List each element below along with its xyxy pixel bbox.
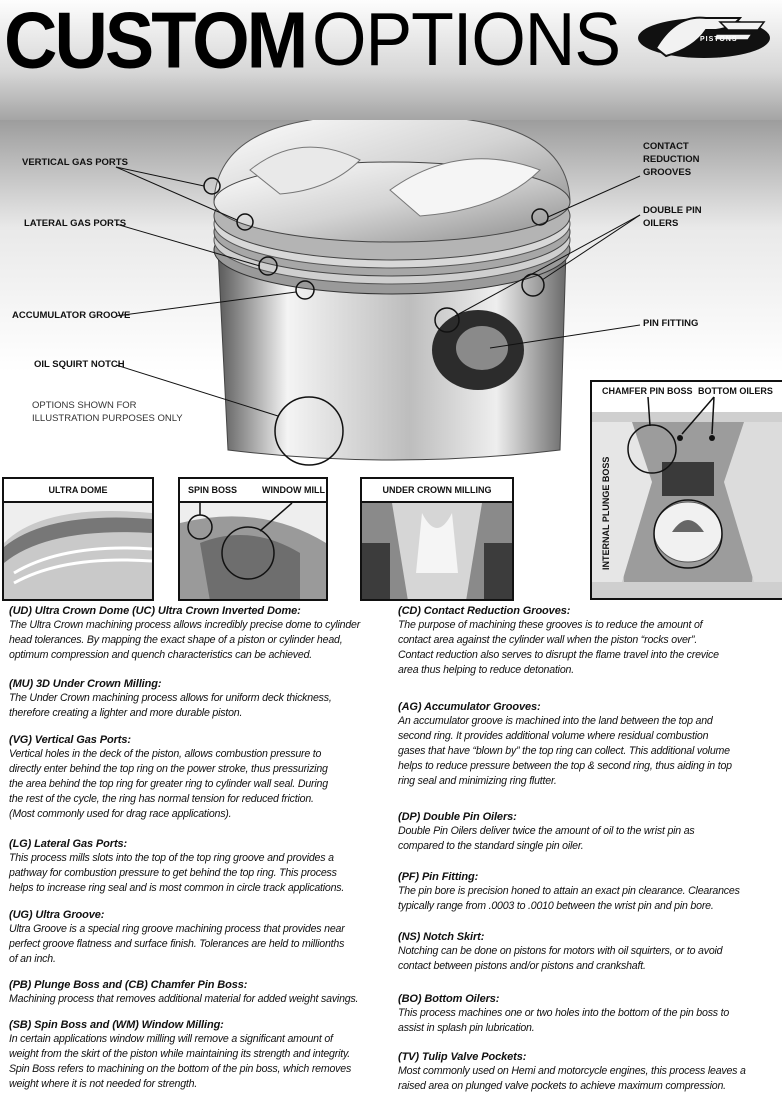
item-title: (VG) Vertical Gas Ports: bbox=[9, 734, 131, 746]
item-line: The purpose of machining these grooves is to reduce the amount of bbox=[398, 619, 703, 631]
item-title: (NS) Notch Skirt: bbox=[398, 931, 485, 943]
ultra-dome-graphic bbox=[4, 503, 152, 601]
item-title: (SB) Spin Boss and (WM) Window Milling: bbox=[9, 1019, 224, 1031]
item-bottom-oilers bbox=[398, 992, 776, 1050]
thumb-window-mill-label: WINDOW MILL bbox=[262, 485, 325, 495]
inset-chamfer-pin-boss-label: CHAMFER PIN BOSS bbox=[602, 386, 693, 396]
callout-accumulator-groove: ACCUMULATOR GROOVE bbox=[12, 310, 131, 321]
item-line: Machining process that removes additional material for added weight savings. bbox=[9, 993, 359, 1005]
item-line: directly enter behind the top ring on the power stroke, thus pressurizing bbox=[9, 763, 328, 776]
title-custom: CUSTOM bbox=[4, 0, 306, 85]
thumb-ultra-dome bbox=[2, 477, 154, 601]
internal-plunge-boss-label: INTERNAL PLUNGE BOSS bbox=[601, 456, 611, 570]
item-line: This process machines one or two holes into the bottom of the pin boss to bbox=[398, 1007, 730, 1019]
title-options: OPTIONS bbox=[312, 0, 621, 82]
item-line: The Ultra Crown machining process allows incredibly precise dome to cylinder bbox=[9, 619, 361, 631]
item-line: second ring. It provides additional volume where residual combustion bbox=[398, 730, 709, 743]
item-ultra-crown bbox=[9, 604, 389, 677]
thumb-under-crown-caption: UNDER CROWN MILLING bbox=[362, 479, 512, 503]
item-vertical-gas-ports bbox=[9, 733, 389, 837]
item-title: (AG) Accumulator Grooves: bbox=[398, 701, 541, 713]
item-line: optimum compression and quench characteristics can be achieved. bbox=[9, 649, 313, 662]
item-line: contact area against the cylinder wall when the piston “rocks over”. bbox=[398, 634, 698, 647]
item-line: Spin Boss refers to machining on the bottom of the pin boss, which removes bbox=[9, 1063, 352, 1076]
item-notch-skirt bbox=[398, 930, 776, 992]
item-contact-reduction bbox=[398, 604, 776, 700]
item-line: weight from the skirt of the piston while maintaining its strength and integrity. bbox=[9, 1048, 351, 1061]
logo-pistons-text: PISTONS bbox=[700, 36, 738, 43]
item-title: (BO) Bottom Oilers: bbox=[398, 993, 500, 1005]
item-double-pin-oilers bbox=[398, 810, 776, 870]
thumb-spin-boss-label: SPIN BOSS bbox=[188, 485, 238, 495]
item-line: ring seal and minimizing ring flutter. bbox=[398, 775, 557, 788]
thumb-under-crown-milling bbox=[360, 477, 514, 601]
item-title: (LG) Lateral Gas Ports: bbox=[9, 838, 128, 850]
item-line: contact between pistons and/or pistons and crankshaft. bbox=[398, 960, 646, 973]
item-line: An accumulator groove is machined into the land between the top and bbox=[398, 715, 713, 727]
item-title: (PB) Plunge Boss and (CB) Chamfer Pin Boss: bbox=[9, 979, 248, 991]
item-line: In certain applications window milling will remove a significant amount of bbox=[9, 1033, 333, 1045]
thumb-spin-boss-caption bbox=[180, 479, 326, 503]
pin-boss-inset bbox=[590, 380, 782, 600]
item-line: Contact reduction also serves to disrupt the flame travel into the crevice bbox=[398, 649, 719, 662]
item-line: helps to increase ring seal and is most common in circle track applications. bbox=[9, 882, 345, 895]
item-line: The Under Crown machining process allows for uniform deck thickness, bbox=[9, 692, 332, 704]
item-accumulator-grooves bbox=[398, 700, 776, 810]
item-line: area thus helping to reduce detonation. bbox=[398, 664, 574, 677]
callout-double-pin-line-2: OILERS bbox=[643, 218, 679, 229]
callout-pin-fitting: PIN FITTING bbox=[643, 318, 699, 329]
item-line: head tolerances. By mapping the exact shape of a piston or cylinder head, bbox=[9, 634, 343, 647]
illustration-note bbox=[32, 399, 183, 425]
callout-oil-squirt-notch: OIL SQUIRT NOTCH bbox=[34, 359, 125, 370]
item-lateral-gas-ports bbox=[9, 837, 389, 908]
item-line: Notching can be done on pistons for motors with oil squirters, or to avoid bbox=[398, 945, 723, 957]
item-line: (Most commonly used for drag race applications). bbox=[9, 808, 232, 821]
callout-contact-line-3: GROOVES bbox=[643, 167, 692, 178]
item-line: the rest of the cycle, the ring has normal tension for reduced friction. bbox=[9, 793, 314, 806]
thumb-ultra-dome-caption: ULTRA DOME bbox=[4, 479, 152, 503]
callout-lateral-gas-ports: LATERAL GAS PORTS bbox=[24, 218, 127, 229]
item-line: therefore creating a lighter and more durable piston. bbox=[9, 707, 243, 720]
item-line: This process mills slots into the top of the top ring groove and provides a bbox=[9, 852, 334, 864]
illustration-note-line-1: OPTIONS SHOWN FOR bbox=[32, 400, 137, 411]
item-ultra-groove bbox=[9, 908, 389, 978]
inset-bottom-oilers-label: BOTTOM OILERS bbox=[698, 386, 773, 396]
item-line: gases that have “blown by” the top ring can collect. This additional volume bbox=[398, 745, 730, 758]
callout-double-pin-oilers bbox=[643, 204, 702, 230]
callout-double-pin-line-1: DOUBLE PIN bbox=[643, 205, 702, 216]
illustration-note-line-2: ILLUSTRATION PURPOSES ONLY bbox=[32, 413, 183, 424]
item-line: raised area on plunged valve pockets to achieve maximum compression. bbox=[398, 1080, 726, 1093]
item-line: pathway for combustion pressure to get behind the top ring. This process bbox=[9, 867, 337, 880]
left-descriptions bbox=[9, 604, 389, 1092]
right-descriptions bbox=[398, 604, 776, 1094]
callout-contact-line-1: CONTACT bbox=[643, 141, 689, 152]
item-pin-fitting bbox=[398, 870, 776, 930]
item-line: the area behind the top ring for greater ring to cylinder wall seal. During bbox=[9, 778, 328, 791]
item-title: (UG) Ultra Groove: bbox=[9, 909, 105, 921]
spin-boss-graphic bbox=[180, 503, 326, 601]
page-header bbox=[0, 0, 782, 130]
item-title: (PF) Pin Fitting: bbox=[398, 871, 479, 883]
item-line: compared to the standard single pin oiler. bbox=[398, 840, 584, 853]
item-line: Double Pin Oilers deliver twice the amount of oil to the wrist pin as bbox=[398, 825, 695, 837]
item-under-crown-milling bbox=[9, 677, 389, 733]
item-title: (TV) Tulip Valve Pockets: bbox=[398, 1051, 527, 1063]
callout-vertical-gas-ports: VERTICAL GAS PORTS bbox=[22, 157, 128, 168]
item-line: typically range from .0003 to .0010 between the wrist pin and pin bore. bbox=[398, 900, 714, 913]
callout-contact-line-2: REDUCTION bbox=[643, 154, 700, 165]
item-line: Most commonly used on Hemi and motorcycle engines, this process leaves a bbox=[398, 1065, 746, 1077]
thumb-spin-boss-window-mill bbox=[178, 477, 328, 601]
item-line: perfect groove flatness and surface finish. Tolerances are held to millionths bbox=[9, 938, 345, 951]
pin-boss-graphic bbox=[592, 382, 782, 598]
item-line: Vertical holes in the deck of the piston, allows combustion pressure to bbox=[9, 748, 322, 760]
item-line: weight where it is not needed for strength. bbox=[9, 1078, 198, 1091]
item-line: assist in splash pin lubrication. bbox=[398, 1022, 535, 1035]
item-title: (UD) Ultra Crown Dome (UC) Ultra Crown Inverted Dome: bbox=[9, 605, 301, 617]
item-title: (CD) Contact Reduction Grooves: bbox=[398, 605, 571, 617]
item-line: helps to reduce pressure between the top & second ring, thus aiding in top bbox=[398, 760, 732, 773]
item-line: Ultra Groove is a special ring groove machining process that provides near bbox=[9, 923, 345, 935]
item-title: (MU) 3D Under Crown Milling: bbox=[9, 678, 162, 690]
item-line: of an inch. bbox=[9, 953, 56, 966]
item-title: (DP) Double Pin Oilers: bbox=[398, 811, 517, 823]
callout-contact-reduction-grooves bbox=[643, 140, 699, 179]
item-spin-boss bbox=[9, 1018, 389, 1092]
item-tulip-valve-pockets bbox=[398, 1050, 776, 1094]
under-crown-graphic bbox=[362, 503, 512, 601]
item-line: The pin bore is precision honed to attain an exact pin clearance. Clearances bbox=[398, 885, 740, 897]
item-plunge-boss bbox=[9, 978, 389, 1018]
